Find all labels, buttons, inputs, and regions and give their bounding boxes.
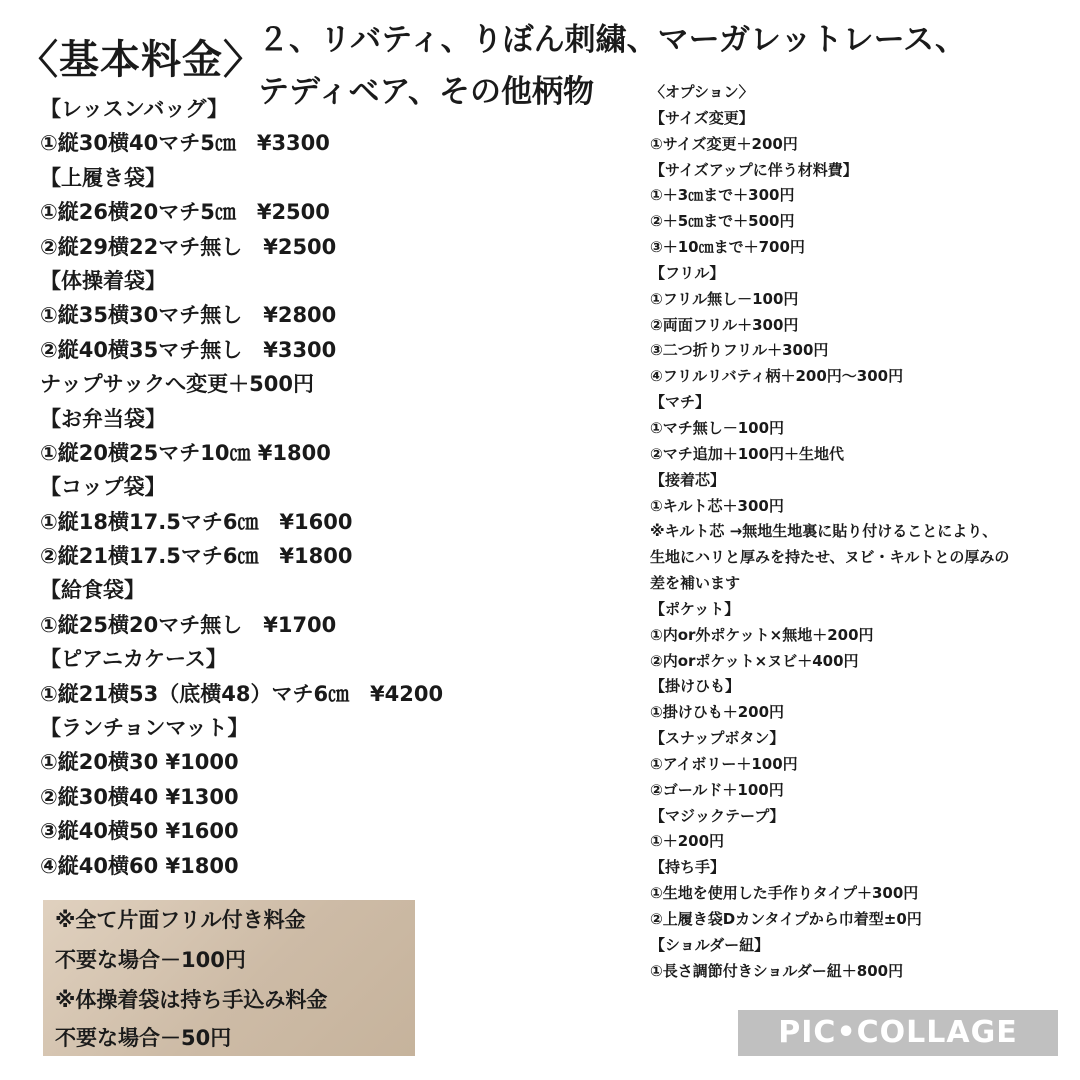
note-line: ※体操着袋は持ち手込み料金 xyxy=(55,988,328,1012)
option-list-item: ①フリル無し－100円 xyxy=(650,289,799,308)
price-list-item: 【給食袋】 xyxy=(40,578,145,603)
option-list-item: ④フリルリバティ柄＋200円〜300円 xyxy=(650,367,904,386)
option-list-item: 【マジックテープ】 xyxy=(650,806,785,825)
option-list-item: 【サイズアップに伴う材料費】 xyxy=(650,160,858,179)
option-list-item: ①長さ調節付きショルダー紐＋800円 xyxy=(650,961,904,980)
price-list-item: 【コップ袋】 xyxy=(40,475,166,500)
option-list-item: 【マチ】 xyxy=(650,393,711,412)
option-list-item: ※キルト芯 →無地生地裏に貼り付けることにより、 xyxy=(650,522,998,541)
option-list-item: 【持ち手】 xyxy=(650,858,726,877)
note-line: 不要な場合－100円 xyxy=(55,948,246,972)
watermark-logo: PIC•COLLAGE xyxy=(738,1010,1058,1056)
price-list-item: ③縦40横50 ¥1600 xyxy=(40,819,239,844)
option-list-item: ①生地を使用した手作りタイプ＋300円 xyxy=(650,884,919,903)
price-list-item: ①縦26横20マチ5㎝ ¥2500 xyxy=(40,200,330,225)
price-list-item: ①縦20横25マチ10㎝ ¥1800 xyxy=(40,440,331,465)
fabric-pattern-title-line-1: ２、リバティ、りぼん刺繍、マーガレットレース、 xyxy=(258,22,967,58)
price-list-item: ①縦35横30マチ無し ¥2800 xyxy=(40,303,337,328)
option-list-item: ①＋3㎝まで＋300円 xyxy=(650,186,795,205)
fabric-pattern-title-line-2: テディベア、その他柄物 xyxy=(258,74,595,110)
option-list-item: ①内or外ポケット×無地＋200円 xyxy=(650,625,874,644)
note-line: ※全て片面フリル付き料金 xyxy=(55,908,306,932)
basic-price-list xyxy=(40,92,443,883)
price-list-item: ④縦40横60 ¥1800 xyxy=(40,853,239,878)
price-list-item: ②縦29横22マチ無し ¥2500 xyxy=(40,234,337,259)
option-list-item: 【ポケット】 xyxy=(650,599,740,618)
price-list-item: ①縦21横53（底横48）マチ6㎝ ¥4200 xyxy=(40,681,444,706)
option-list-item: 【ショルダー紐】 xyxy=(650,935,770,954)
price-list-item: ナップサックへ変更＋500円 xyxy=(40,372,314,397)
price-list-item: 【レッスンバッグ】 xyxy=(40,97,228,121)
option-list-item: 【サイズ変更】 xyxy=(650,108,754,127)
option-list-item: 【掛けひも】 xyxy=(650,677,741,696)
price-list-item: ①縦18横17.5マチ6㎝ ¥1600 xyxy=(40,509,353,534)
option-list-item: ③＋10㎝まで＋700円 xyxy=(650,238,805,257)
price-list-item: 【ピアニカケース】 xyxy=(40,647,227,672)
price-list-item: 【ランチョンマット】 xyxy=(40,716,249,741)
option-list-item: 〈オプション〉 xyxy=(650,83,754,101)
note-box xyxy=(43,900,415,1056)
price-list-item: ①縦25横20マチ無し ¥1700 xyxy=(40,612,337,637)
option-list-item: ①キルト芯＋300円 xyxy=(650,496,784,515)
option-list-item: ①掛けひも＋200円 xyxy=(650,703,785,722)
option-list-item: ①＋200円 xyxy=(650,832,725,851)
option-list-item: 生地にハリと厚みを持たせ、ヌビ・キルトとの厚みの xyxy=(650,548,1010,567)
option-list-item: 【接着芯】 xyxy=(650,470,726,489)
price-list-item: 【お弁当袋】 xyxy=(40,406,166,431)
option-price-list xyxy=(650,80,1009,985)
price-list-item: ①縦30横40マチ5㎝ ¥3300 xyxy=(40,131,330,156)
note-line: 不要な場合－50円 xyxy=(55,1026,232,1050)
option-list-item: ②上履き袋Dカンタイプから巾着型±0円 xyxy=(650,910,922,928)
option-list-item: ①アイボリー＋100円 xyxy=(650,754,798,773)
option-list-item: ①サイズ変更＋200円 xyxy=(650,134,798,153)
price-list-item: 【上履き袋】 xyxy=(40,165,166,190)
option-list-item: ②両面フリル＋300円 xyxy=(650,315,799,334)
option-list-item: ①マチ無し－100円 xyxy=(650,418,785,437)
price-list-item: ②縦40横35マチ無し ¥3300 xyxy=(40,337,337,362)
option-list-item: ②内orポケット×ヌビ＋400円 xyxy=(650,651,859,670)
price-list-item: ①縦20横30 ¥1000 xyxy=(40,750,239,775)
price-list-item: 【体操着袋】 xyxy=(40,268,166,293)
option-list-item: 【スナップボタン】 xyxy=(650,729,785,748)
option-list-item: ③二つ折りフリル＋300円 xyxy=(650,341,829,360)
option-list-item: 差を補います xyxy=(650,574,741,593)
price-list-item: ②縦30横40 ¥1300 xyxy=(40,784,239,809)
option-list-item: ②＋5㎝まで＋500円 xyxy=(650,212,795,231)
price-list-item: ②縦21横17.5マチ6㎝ ¥1800 xyxy=(40,544,353,569)
option-list-item: ②ゴールド＋100円 xyxy=(650,780,784,799)
option-list-item: 【フリル】 xyxy=(650,263,725,282)
page-title: 〈基本料金〉 xyxy=(18,37,264,83)
option-list-item: ②マチ追加＋100円＋生地代 xyxy=(650,444,845,463)
